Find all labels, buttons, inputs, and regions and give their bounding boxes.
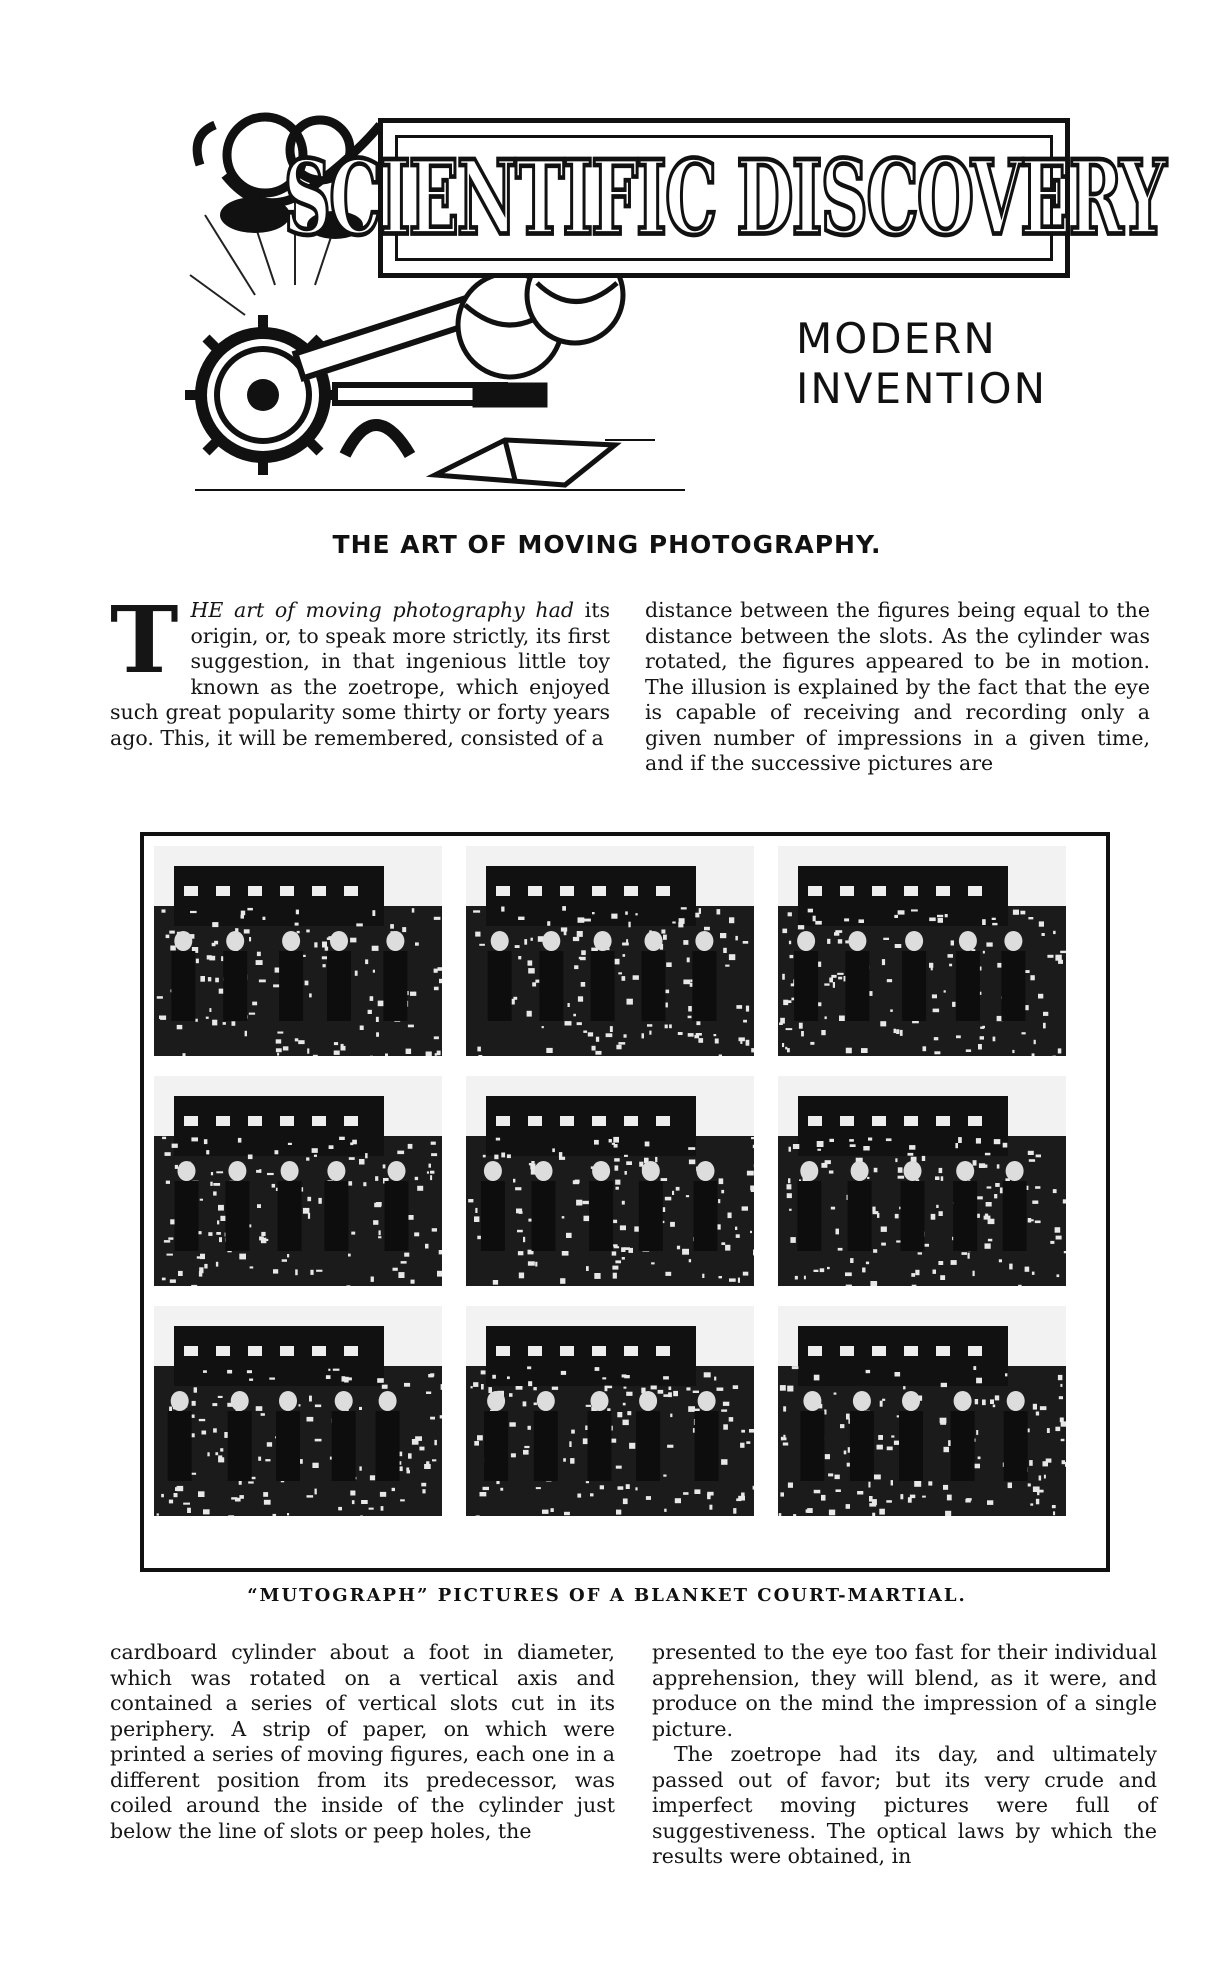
column-1-lead: HE art of moving photography had: [190, 598, 574, 622]
film-frame: [466, 1306, 754, 1516]
column-4-paragraph-1: presented to the eye too fast for their individual apprehension, they will blend, as it were, and produce on the mind the impression of a single picture.: [652, 1640, 1157, 1741]
film-frame: [466, 1076, 754, 1286]
column-1-text: its origin, or, to speak more strictly, its first suggestion, in that ingenious little toy known as the zoetrope, which enjoyed such great popularity some thirty or forty years ago. This, it will be remembered, consisted of a: [110, 598, 610, 750]
article-column-1: [110, 586, 610, 751]
film-frame: [778, 1306, 1066, 1516]
banner-title: SCIENTIFIC DISCOVERY: [283, 137, 1165, 259]
banner-subtitle-line1: MODERN: [796, 314, 997, 363]
film-frame: [154, 1076, 442, 1286]
film-frame: [778, 846, 1066, 1056]
drop-cap: T: [110, 586, 179, 694]
banner-subtitle: [796, 314, 1076, 414]
article-column-3: cardboard cylinder about a foot in diameter, which was rotated on a vertical axis and contained a series of vertical slots cut in its periphery. A strip of paper, on which were printed a series of moving figures, each one in a different position from its predecessor, was coiled around the inside of the cylinder just below the line of slots or peep holes, the: [110, 1640, 615, 1843]
banner-subtitle-line2: INVENTION: [796, 364, 1048, 413]
article-column-4: [652, 1640, 1157, 1870]
film-frame: [154, 1306, 442, 1516]
column-4-paragraph-2: The zoetrope had its day, and ultimately passed out of favor; but its very crude and imperfect moving pictures were full of suggestiveness. The optical laws by which the results were obtained, in: [652, 1742, 1157, 1868]
mutograph-photo-grid: [140, 832, 1110, 1572]
film-frame: [466, 846, 754, 1056]
article-column-2: distance between the figures being equal to the distance between the slots. As the cylinder was rotated, the figures appeared to be in motion. The illusion is explained by the fact that the eye is capable of receiving and recording only a given number of impressions in a given time, and if the successive pictures are: [645, 598, 1150, 775]
article-title: THE ART OF MOVING PHOTOGRAPHY.: [332, 530, 882, 559]
film-frame: [154, 846, 442, 1056]
film-frame: [778, 1076, 1066, 1286]
figure-caption: “MUTOGRAPH” PICTURES OF A BLANKET COURT-MARTIAL.: [247, 1585, 967, 1606]
banner-title-box: [283, 118, 1165, 278]
